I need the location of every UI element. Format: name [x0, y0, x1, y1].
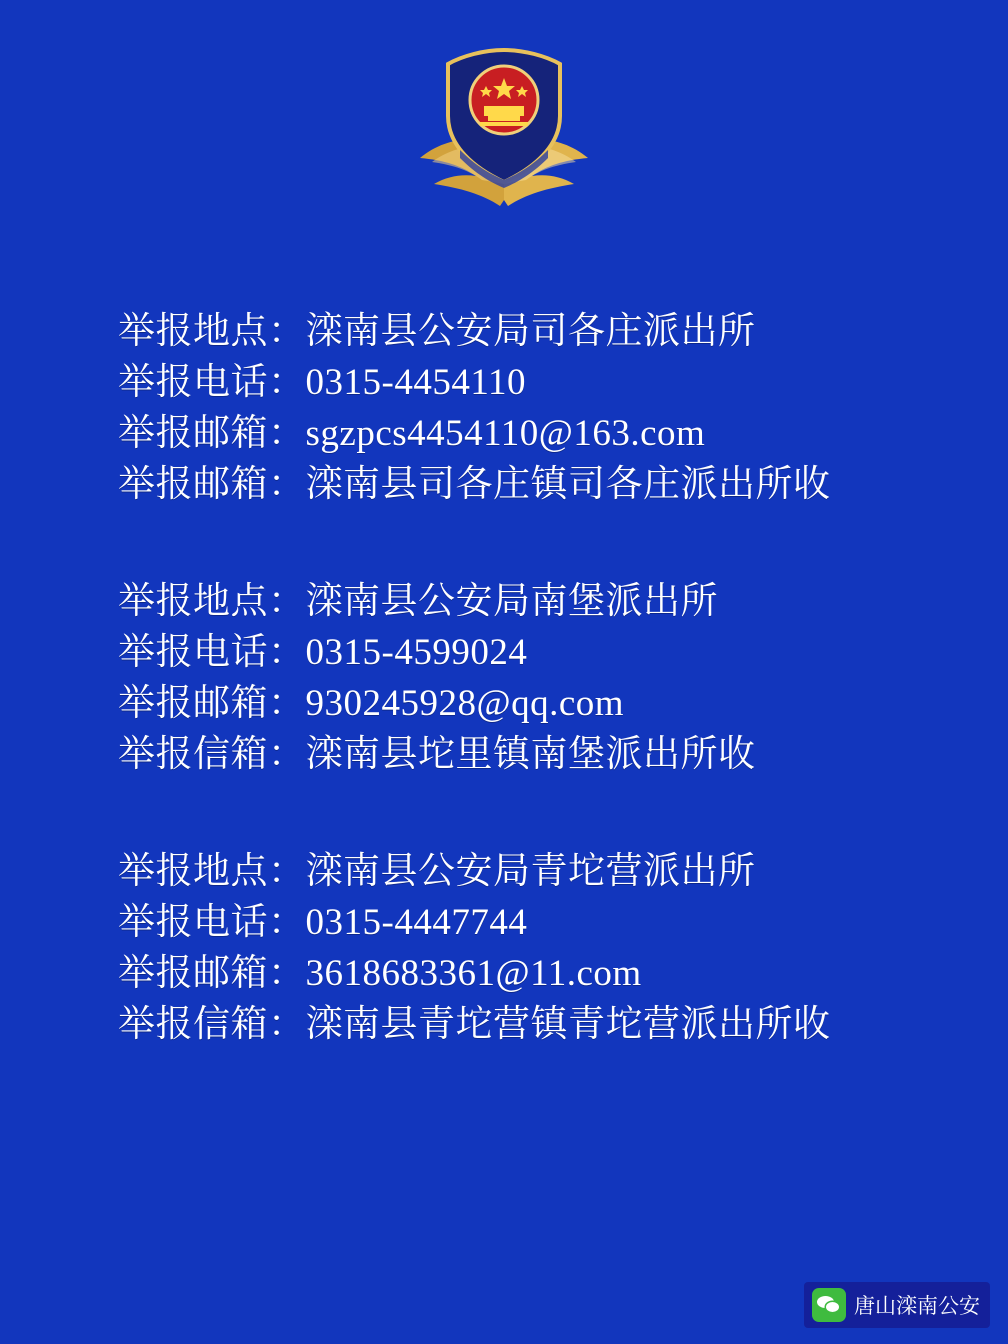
report-email-value: 930245928@qq.com: [305, 683, 625, 724]
station-block: [118, 576, 1008, 780]
report-phone-line: [118, 897, 1008, 948]
report-email-value: sgzpcs4454110@163.com: [305, 413, 706, 454]
emblem-container: [0, 0, 1008, 220]
report-mailbox-line: [118, 729, 1008, 780]
report-email-line: [118, 948, 1008, 999]
report-location-value: 滦南县公安局南堡派出所: [305, 581, 718, 622]
station-block: [118, 846, 1008, 1050]
report-mailbox-label: 举报邮箱：: [118, 464, 306, 505]
wechat-account-badge[interactable]: [804, 1282, 990, 1328]
report-info-list: [0, 220, 1008, 1050]
wechat-icon: [812, 1288, 846, 1322]
report-mailbox-value: 滦南县司各庄镇司各庄派出所收: [305, 464, 831, 505]
report-phone-value: 0315-4447744: [305, 902, 528, 943]
report-location-line: [118, 576, 1008, 627]
report-phone-value: 0315-4454110: [305, 362, 526, 403]
report-location-line: [118, 846, 1008, 897]
report-email-label: 举报邮箱：: [118, 683, 306, 724]
report-phone-label: 举报电话：: [118, 902, 306, 943]
report-location-value: 滦南县公安局青坨营派出所: [305, 851, 756, 892]
report-email-value: 3618683361@11.com: [305, 953, 642, 994]
report-email-line: [118, 408, 1008, 459]
report-mailbox-label: 举报信箱：: [118, 734, 306, 775]
report-location-label: 举报地点：: [118, 851, 306, 892]
report-email-label: 举报邮箱：: [118, 413, 306, 454]
report-mailbox-value: 滦南县青坨营镇青坨营派出所收: [305, 1004, 831, 1045]
police-badge-icon: [404, 34, 604, 212]
report-location-label: 举报地点：: [118, 581, 306, 622]
report-location-label: 举报地点：: [118, 311, 306, 352]
report-location-line: [118, 306, 1008, 357]
report-location-value: 滦南县公安局司各庄派出所: [305, 311, 756, 352]
report-mailbox-line: [118, 999, 1008, 1050]
report-mailbox-value: 滦南县坨里镇南堡派出所收: [305, 734, 756, 775]
report-phone-label: 举报电话：: [118, 632, 306, 673]
report-phone-line: [118, 627, 1008, 678]
report-phone-line: [118, 357, 1008, 408]
report-mailbox-label: 举报信箱：: [118, 1004, 306, 1045]
wechat-account-name: 唐山滦南公安: [854, 1295, 980, 1318]
station-block: [118, 306, 1008, 510]
report-email-label: 举报邮箱：: [118, 953, 306, 994]
report-mailbox-line: [118, 459, 1008, 510]
report-phone-value: 0315-4599024: [305, 632, 528, 673]
report-phone-label: 举报电话：: [118, 362, 306, 403]
report-email-line: [118, 678, 1008, 729]
